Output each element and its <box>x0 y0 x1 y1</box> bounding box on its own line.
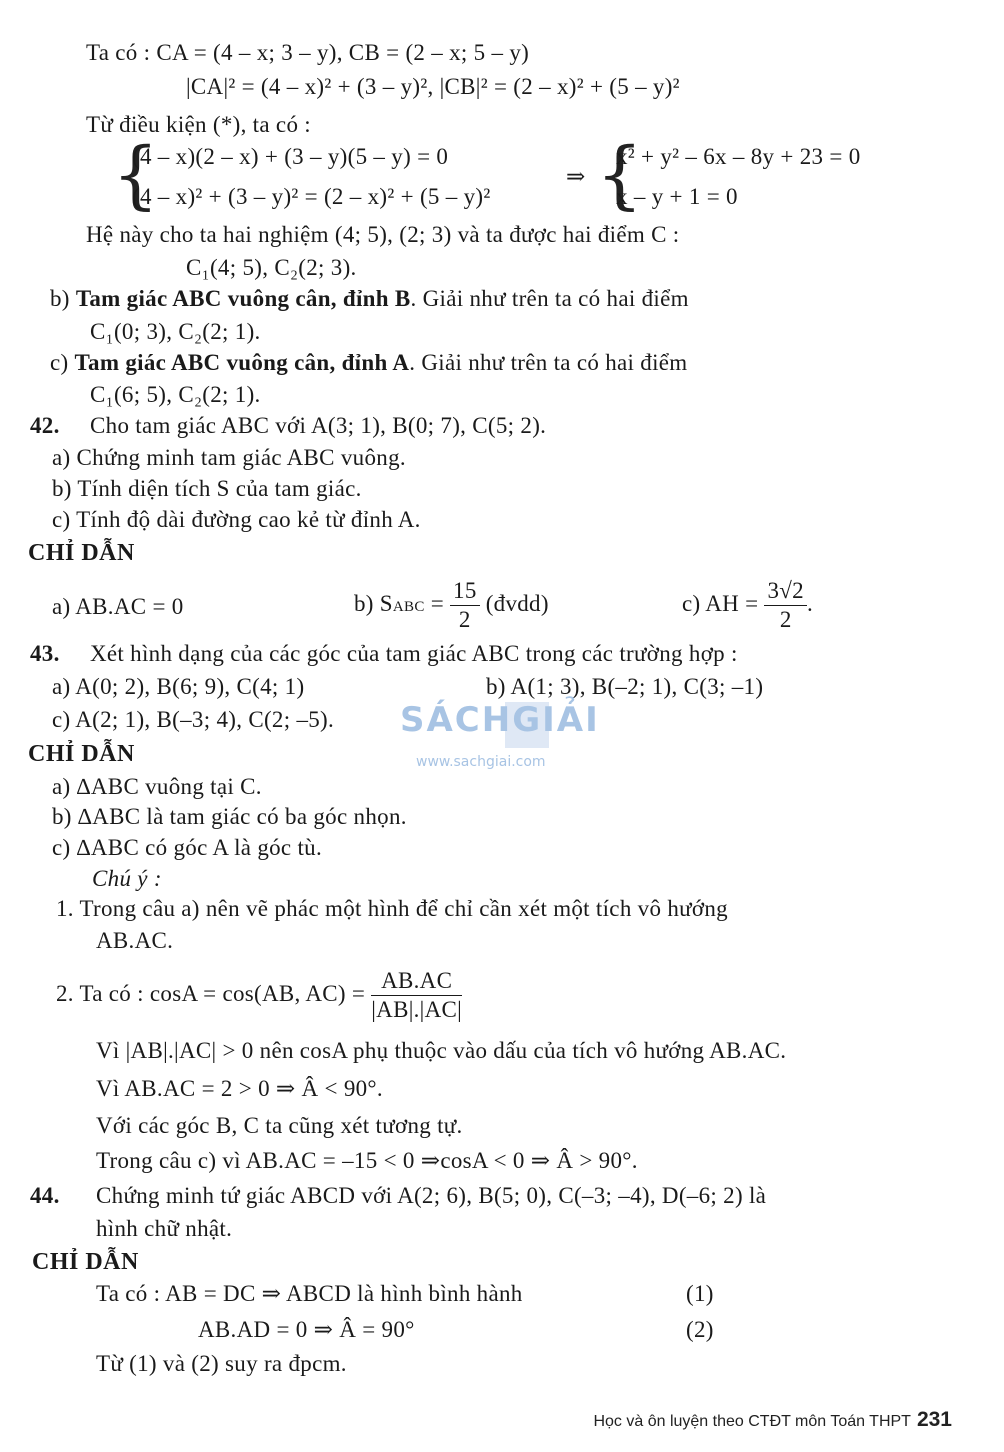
line-5: C₁(4; 5), C₂(2; 3). <box>186 255 357 280</box>
problem-43-text: Xét hình dạng của các góc của tam giác ABC trong các trường hợp : <box>90 641 738 666</box>
part-b-title: Tam giác ABC vuông cân, đỉnh B <box>75 286 411 311</box>
line-4: Hệ này cho ta hai nghiệm (4; 5), (2; 3) và ta được hai điểm C : <box>86 222 680 247</box>
problem-43-b: b) A(1; 3), B(–2; 1), C(3; –1) <box>486 674 764 699</box>
part-c-text: . Giải như trên ta có hai điểm <box>409 350 688 375</box>
problem-44-cont: hình chữ nhật. <box>96 1216 233 1241</box>
hint-heading-44: CHỈ DẪN <box>32 1249 139 1275</box>
hint-44-c: Từ (1) và (2) suy ra đpcm. <box>96 1351 347 1376</box>
part-c-answer: C₁(6; 5), C₂(2; 1). <box>90 382 261 407</box>
system-brace-left: { <box>112 132 160 218</box>
system-brace-right: { <box>596 132 644 218</box>
problem-42-a: a) Chứng minh tam giác ABC vuông. <box>52 445 406 470</box>
watermark-text: SÁCHGIẢI <box>400 700 600 740</box>
part-b <box>50 284 689 314</box>
part-c-title: Tam giác ABC vuông cân, đỉnh A <box>74 350 410 375</box>
note-1: 1. Trong câu a) nên vẽ phác một hình để chỉ cần xét một tích vô hướng <box>56 896 728 921</box>
footer-text: Học và ôn luyện theo CTĐT môn Toán THPT <box>593 1413 911 1430</box>
hint-43-c: c) ∆ABC có góc A là góc tù. <box>52 835 323 860</box>
system-2-eq-a: x² + y² – 6x – 8y + 23 = 0 <box>616 144 861 169</box>
hint-42-a: a) AB.AC = 0 <box>52 594 184 619</box>
problem-43-a: a) A(0; 2), B(6; 9), C(4; 1) <box>52 674 305 699</box>
hint-44-b: AB.AD = 0 ⇒ Â = 90° <box>198 1317 415 1342</box>
hint-44-b-tag: (2) <box>686 1317 714 1342</box>
problem-43-number: 43. <box>30 641 60 666</box>
line-2: |CA|² = (4 – x)² + (3 – y)², |CB|² = (2 – x)² + (5 – y)² <box>186 74 680 99</box>
problem-44-number: 44. <box>30 1183 60 1208</box>
problem-44-text: Chứng minh tứ giác ABCD với A(2; 6), B(5; 0), C(–3; –4), D(–6; 2) là <box>96 1183 767 1208</box>
line-3: Từ điều kiện (*), ta có : <box>86 112 311 137</box>
part-b-label: b) <box>50 286 70 311</box>
problem-42-text: Cho tam giác ABC với A(3; 1), B(0; 7), C(5; 2). <box>90 413 547 438</box>
fraction-area: $\frac{15}{2}$ <box>450 577 480 634</box>
note-5: Với các góc B, C ta cũng xét tương tự. <box>96 1113 463 1138</box>
fraction-height: $\frac{3√2}{2}$ <box>764 577 807 634</box>
system-1-eq-b: (4 – x)² + (3 – y)² = (2 – x)² + (5 – y)² <box>132 184 491 209</box>
part-c <box>50 348 687 378</box>
line-1: Ta có : CA = (4 – x; 3 – y), CB = (2 – x; 5 – y) <box>86 40 530 65</box>
system-1-eq-a: (4 – x)(2 – x) + (3 – y)(5 – y) = 0 <box>132 144 449 169</box>
hint-42-c: c) AH = $\frac{3√2}{2}$ . <box>682 578 814 633</box>
note-2: 2. Ta có : cosA = cos(AB, AC) = $\frac{AB.AC}{|AB|.|AC|}$ <box>56 968 463 1023</box>
page-footer <box>593 1408 952 1432</box>
problem-42-b: b) Tính diện tích S của tam giác. <box>52 476 362 501</box>
system-2-eq-b: x – y + 1 = 0 <box>616 184 738 209</box>
hint-heading-43: CHỈ DẪN <box>28 741 135 767</box>
part-c-label: c) <box>50 350 69 375</box>
implies-arrow: ⇒ <box>566 164 586 189</box>
note-6: Trong câu c) vì AB.AC = –15 < 0 ⇒cosA < 0 ⇒ Â > 90°. <box>96 1148 638 1173</box>
hint-42-b: b) SABC = $\frac{15}{2}$ (đvdd) <box>354 578 549 633</box>
problem-43-c: c) A(2; 1), B(–3; 4), C(2; –5). <box>52 707 335 732</box>
page-number: 231 <box>916 1408 952 1431</box>
note-1-cont: AB.AC. <box>96 928 174 953</box>
hint-44-a: Ta có : AB = DC ⇒ ABCD là hình bình hành <box>96 1281 523 1306</box>
note-heading: Chú ý : <box>92 866 162 891</box>
watermark-url: www.sachgiai.com <box>416 754 546 770</box>
note-4: Vì AB.AC = 2 > 0 ⇒ Â < 90°. <box>96 1076 383 1101</box>
fraction-cos: $\frac{AB.AC}{|AB|.|AC|}$ <box>371 968 463 1023</box>
problem-42-c: c) Tính độ dài đường cao kẻ từ đỉnh A. <box>52 507 421 532</box>
part-b-answer: C₁(0; 3), C₂(2; 1). <box>90 319 261 344</box>
part-b-text: . Giải như trên ta có hai điểm <box>410 286 689 311</box>
problem-42-number: 42. <box>30 413 60 438</box>
hint-44-a-tag: (1) <box>686 1281 714 1306</box>
note-3: Vì |AB|.|AC| > 0 nên cosA phụ thuộc vào dấu của tích vô hướng AB.AC. <box>96 1038 787 1063</box>
hint-43-b: b) ∆ABC là tam giác có ba góc nhọn. <box>52 804 407 829</box>
hint-43-a: a) ∆ABC vuông tại C. <box>52 774 262 799</box>
watermark <box>400 700 620 790</box>
hint-heading-42: CHỈ DẪN <box>28 540 135 566</box>
